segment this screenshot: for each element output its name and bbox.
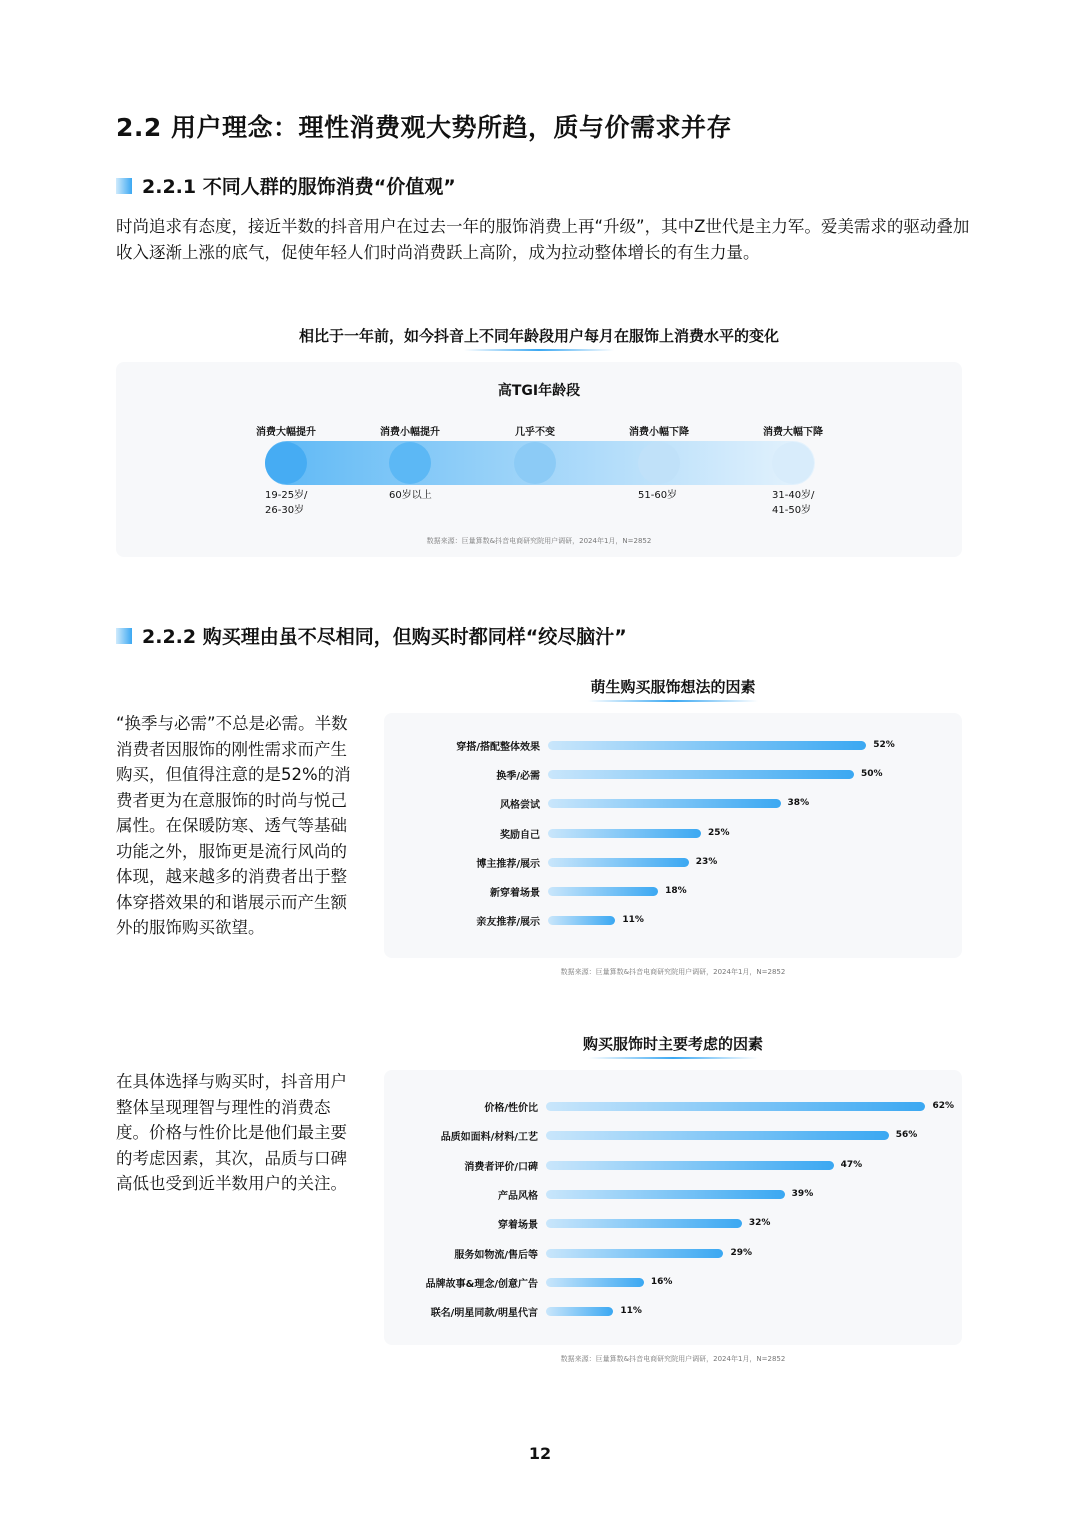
bar	[548, 799, 781, 808]
bar	[548, 916, 615, 925]
bar	[546, 1102, 925, 1111]
side-text-2: 在具体选择与购买时，抖音用户整体呈现理智与理性的消费态度。价格与性价比是他们最主要的考虑因素，其次，品质与口碑高低也受到近半数用户的关注。	[116, 1072, 347, 1193]
stage-marker	[265, 442, 307, 484]
bar-category-label: 产品风格	[498, 1190, 538, 1202]
tgi-source: 数据来源：巨量算数&抖音电商研究院用户调研，2024年1月，N=2852	[426, 537, 652, 545]
bar	[546, 1278, 644, 1287]
bar	[548, 741, 866, 750]
bar-value-label: 52%	[873, 740, 895, 750]
heading-marker-icon	[116, 178, 132, 194]
bar-value-label: 62%	[932, 1101, 954, 1111]
page-title: 2.2 用户理念：理性消费观大势所趋，质与价需求并存	[116, 113, 732, 142]
chart-title	[384, 1033, 962, 1059]
bar-value-label: 16%	[650, 1276, 673, 1287]
chart-source: 数据来源：巨量算数&抖音电商研究院用户调研，2024年1月，N=2852	[560, 968, 786, 976]
bar-value-label: 18%	[665, 886, 687, 896]
bar-category-label: 品牌故事&理念/创意广告	[425, 1278, 538, 1290]
bar	[546, 1190, 785, 1199]
section-heading-text: 2.2.1 不同人群的服饰消费“价值观”	[142, 176, 456, 198]
bar-category-label: 联名/明星同款/明星代言	[430, 1308, 538, 1320]
page-number: 12	[528, 1444, 552, 1463]
title-underline	[588, 1057, 758, 1059]
bar	[546, 1161, 834, 1170]
title-underline	[464, 349, 614, 351]
stage-marker	[772, 442, 814, 484]
bar	[548, 858, 689, 867]
bar-value-label: 56%	[895, 1130, 918, 1141]
section-heading-text: 2.2.2 购买理由虽不尽相同，但购买时都同样“绞尽脑汁”	[142, 626, 627, 648]
stage-label: 消费小幅提升	[380, 427, 440, 438]
bar-category-label: 博主推荐/展示	[476, 858, 540, 870]
bar-category-label: 亲友推荐/展示	[476, 917, 540, 929]
section-heading-1	[116, 172, 456, 199]
bar-category-label: 新穿着场景	[490, 888, 540, 899]
bar-value-label: 29%	[730, 1247, 753, 1258]
intro-paragraph: 时尚追求有态度，接近半数的抖音用户在过去一年的服饰消费上再“升级”，其中Z世代是主力军。爱美需求的驱动叠加收入逐渐上涨的底气，促使年轻人们时尚消费跃上高阶，成为拉动整体增长的有生力量。	[116, 217, 970, 262]
bar-category-label: 换季/必需	[496, 771, 540, 783]
bar	[546, 1307, 613, 1316]
bar-value-label: 38%	[787, 798, 810, 809]
bar	[548, 829, 701, 838]
chart-title	[384, 676, 962, 702]
title-underline	[588, 700, 758, 702]
bar-value-label: 32%	[748, 1218, 771, 1229]
bar-category-label: 服务如物流/售后等	[454, 1249, 538, 1261]
bar-value-label: 23%	[695, 856, 718, 867]
bar-value-label: 25%	[708, 827, 730, 838]
bar-chart-purchase-motivation	[384, 676, 962, 976]
bar-category-label: 穿搭/搭配整体效果	[456, 742, 540, 753]
stage-marker	[638, 442, 680, 484]
heading-marker-icon	[116, 628, 132, 644]
stage-label: 几乎不变	[515, 427, 555, 438]
bar	[548, 770, 854, 779]
chart-source: 数据来源：巨量算数&抖音电商研究院用户调研，2024年1月，N=2852	[560, 1355, 786, 1363]
stage-label: 消费小幅下降	[629, 427, 689, 438]
bar-category-label: 风格尝试	[500, 800, 540, 812]
stage-marker	[389, 442, 431, 484]
stage-age-group: 60岁以上	[389, 490, 432, 501]
side-text-1: “换季与必需”不总是必需。半数消费者因服饰的刚性需求而产生购买，但值得注意的是52%的消费者更为在意服饰的时尚与悦己属性。在保暖防寒、透气等基础功能之外，服饰更是流行风尚的体现，越来越多的消费者出于整体穿搭效果的和谐展示而产生额外的服饰购买欲望。	[116, 714, 351, 937]
bar	[546, 1219, 742, 1228]
chart-title-text: 购买服饰时主要考虑的因素	[582, 1035, 763, 1053]
tgi-chart-title	[116, 325, 962, 351]
stage-age-group: 19-25岁/ 26-30岁	[265, 490, 308, 516]
bar-value-label: 50%	[861, 769, 883, 780]
bar	[546, 1131, 889, 1140]
bar-category-label: 穿着场景	[498, 1220, 538, 1232]
bar-category-label: 消费者评价/口碑	[464, 1161, 538, 1173]
bar-category-label: 品质如面料/材料/工艺	[440, 1132, 538, 1144]
bar-chart-purchase-considerations	[384, 1033, 962, 1368]
stage-label: 消费大幅下降	[763, 427, 823, 438]
stage-label: 消费大幅提升	[256, 427, 316, 438]
bar-value-label: 39%	[791, 1188, 814, 1199]
stage-age-group: 51-60岁	[638, 490, 678, 501]
bar-value-label: 11%	[622, 915, 644, 926]
bar	[548, 887, 658, 896]
tgi-card-title: 高TGI年龄段	[497, 383, 581, 399]
bar-category-label: 奖励自己	[500, 829, 540, 841]
chart-title-text: 萌生购买服饰想法的因素	[590, 678, 756, 696]
bar-value-label: 11%	[620, 1306, 642, 1317]
tgi-chart-title-text: 相比于一年前，如今抖音上不同年龄段用户每月在服饰上消费水平的变化	[298, 327, 779, 345]
bar	[546, 1249, 723, 1258]
bar-category-label: 价格/性价比	[484, 1103, 538, 1114]
bar-value-label: 47%	[840, 1159, 863, 1170]
section-heading-2	[116, 622, 627, 649]
stage-marker	[514, 442, 556, 484]
stage-age-group: 31-40岁/ 41-50岁	[772, 490, 815, 516]
